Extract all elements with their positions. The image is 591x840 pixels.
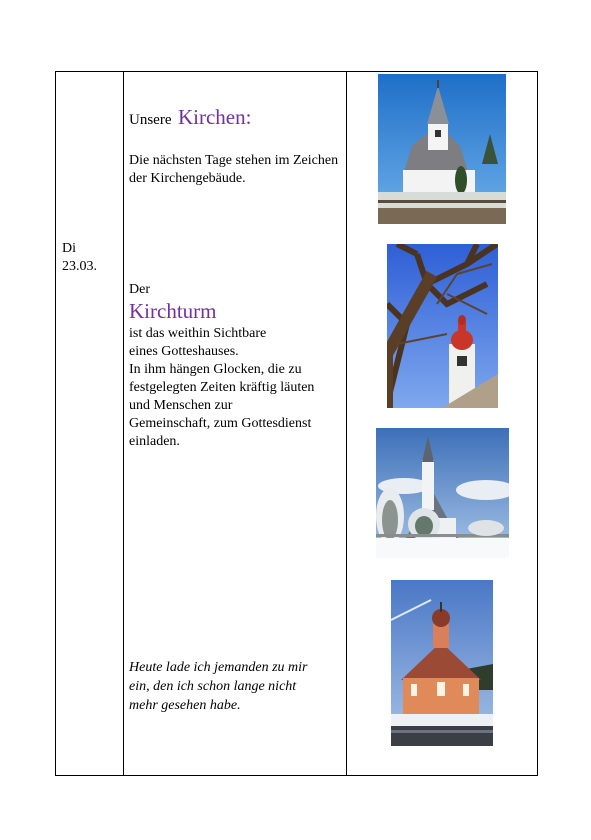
church-winter-photo-3 <box>376 428 509 558</box>
topic-lead: Der <box>129 282 150 297</box>
heading-main: Kirchen: <box>177 105 252 129</box>
date-cell <box>62 240 97 276</box>
body-line: und Menschen zur <box>129 398 233 413</box>
heading-prefix: Unsere <box>129 112 172 128</box>
body-line: Gemeinschaft, zum Gottesdienst <box>129 416 312 431</box>
schedule-table <box>55 71 538 776</box>
section-heading <box>129 105 252 130</box>
date-value: 23.03. <box>62 259 97 274</box>
weekday: Di <box>62 241 76 256</box>
note-line: ein, den ich schon lange nicht <box>129 679 297 694</box>
note-line: Heute lade ich jemanden zu mir <box>129 660 308 675</box>
body-line: ist das weithin Sichtbare <box>129 326 267 341</box>
body-line: einladen. <box>129 434 180 449</box>
daily-note <box>129 658 343 715</box>
topic-body <box>129 325 343 451</box>
body-line: In ihm hängen Glocken, die zu <box>129 362 302 377</box>
body-line: eines Gotteshauses. <box>129 344 239 359</box>
column-divider <box>346 72 347 775</box>
intro-text: Die nächsten Tage stehen im Zeichen der Kirchengebäude. <box>129 153 339 186</box>
body-line: festgelegten Zeiten kräftig läuten <box>129 380 315 395</box>
chapel-photo-4 <box>391 580 493 746</box>
note-line: mehr gesehen habe. <box>129 698 241 713</box>
column-divider <box>123 72 124 775</box>
topic-title: Kirchturm <box>129 299 217 323</box>
church-photo-1 <box>378 74 506 224</box>
church-tower-photo-2 <box>387 244 498 408</box>
